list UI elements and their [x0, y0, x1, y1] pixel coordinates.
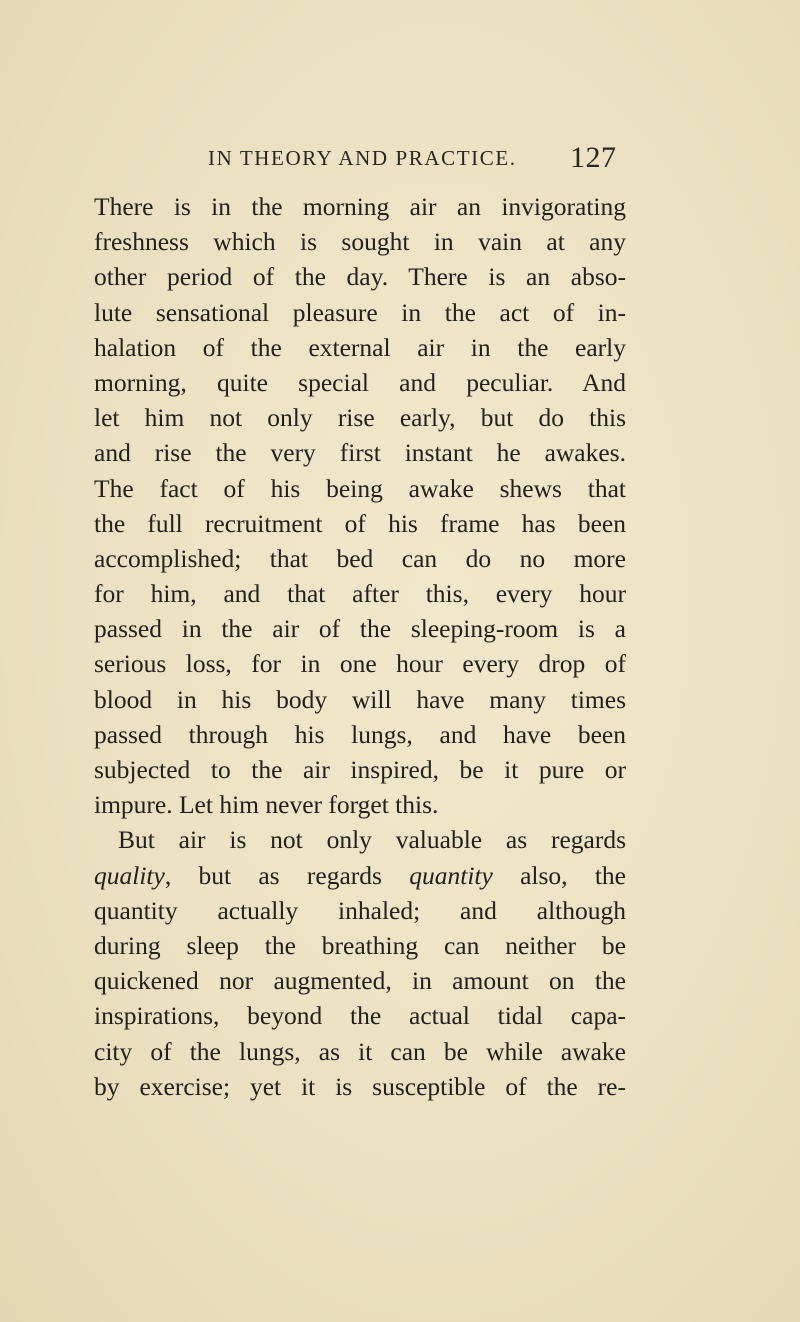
running-head-title: IN THEORY AND PRACTICE. [208, 146, 517, 170]
text-line: quantity actually inhaled; and although [94, 895, 626, 925]
text-line: during sleep the breathing can neither be [94, 930, 626, 960]
text-line: the full recruitment of his frame has been [94, 508, 626, 538]
text-line: morning, quite special and peculiar. And [94, 367, 626, 397]
line-segment: , but as regards [164, 860, 410, 890]
text-line: passed in the air of the sleeping-room is a [94, 614, 626, 644]
text-line: freshness which is sought in vain at any [94, 227, 626, 257]
text-line: city of the lungs, as it can be while awake [94, 1036, 626, 1066]
running-head [0, 141, 800, 176]
text-line: other period of the day. There is an abso- [94, 262, 626, 292]
text-line: subjected to the air inspired, be it pure or [94, 755, 626, 784]
paragraph-start-line: But air is not only valuable as regards [118, 825, 626, 855]
page-number: 127 [570, 141, 617, 174]
text-line: inspirations, beyond the actual tidal capa- [94, 1001, 626, 1031]
body-text [94, 189, 626, 1104]
text-line: by exercise; yet it is susceptible of the re- [94, 1071, 626, 1101]
text-line: quickened nor augmented, in amount on the [94, 966, 626, 996]
text-line: serious loss, for in one hour every drop of [94, 649, 626, 679]
italic-word-quality: quality [94, 860, 165, 890]
text-line: let him not only rise early, but do this [94, 403, 626, 433]
text-line-with-italics [94, 858, 626, 893]
text-line: halation of the external air in the early [94, 332, 626, 362]
text-line: The fact of his being awake shews that [94, 473, 626, 503]
text-line: passed through his lungs, and have been [94, 719, 626, 749]
text-line: for him, and that after this, every hour [94, 579, 626, 609]
text-line: blood in his body will have many times [94, 684, 626, 714]
paragraph-end-line: impure. Let him never forget this. [94, 790, 439, 820]
text-line: accomplished; that bed can do no more [94, 543, 626, 573]
text-line: There is in the morning air an invigorating [94, 192, 626, 221]
text-line: and rise the very first instant he awakes. [94, 438, 626, 468]
line-segment: also, the [492, 860, 626, 890]
text-line: lute sensational pleasure in the act of in- [94, 297, 626, 327]
italic-word-quantity: quantity [409, 860, 493, 890]
